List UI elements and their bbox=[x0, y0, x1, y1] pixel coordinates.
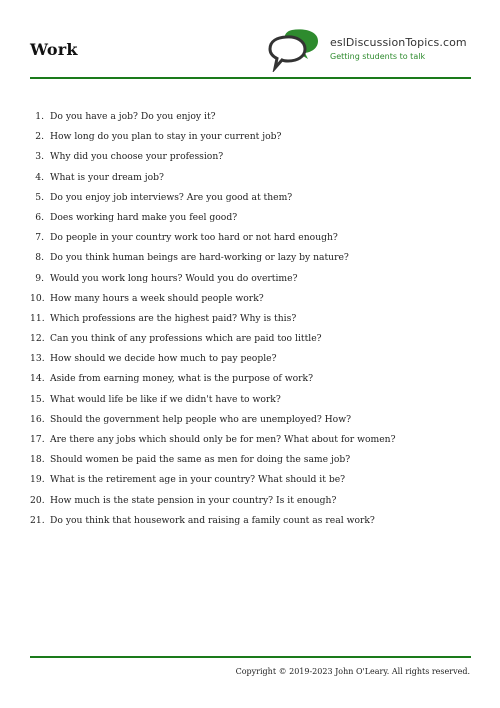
question-text: How many hours a week should people work? bbox=[50, 292, 264, 304]
question-item bbox=[30, 107, 470, 127]
question-number: 21. bbox=[30, 514, 45, 526]
question-item bbox=[30, 289, 470, 309]
question-item bbox=[30, 168, 470, 188]
question-item bbox=[30, 228, 470, 248]
question-text: Can you think of any professions which are paid too little? bbox=[50, 333, 322, 345]
question-item bbox=[30, 450, 470, 470]
page-header bbox=[30, 26, 470, 76]
question-text: What is the retirement age in your country? What should it be? bbox=[50, 474, 346, 486]
question-number: 2. bbox=[35, 131, 44, 143]
question-item bbox=[30, 127, 470, 147]
question-number: 6. bbox=[35, 211, 44, 223]
question-number: 20. bbox=[30, 494, 45, 506]
logo-tagline: Getting students to talk bbox=[330, 52, 426, 61]
question-text: Do you think human beings are hard-working or lazy by nature? bbox=[50, 252, 349, 264]
question-text: Why did you choose your profession? bbox=[50, 151, 224, 163]
question-text: Aside from earning money, what is the purpose of work? bbox=[50, 373, 313, 385]
question-number: 12. bbox=[30, 333, 45, 345]
question-list bbox=[30, 107, 470, 531]
question-item bbox=[30, 329, 470, 349]
question-text: Do you have a job? Do you enjoy it? bbox=[50, 111, 216, 122]
copyright-notice: Copyright © 2019-2023 John O'Leary. All rights reserved. bbox=[235, 667, 470, 676]
question-text: How should we decide how much to pay people? bbox=[50, 353, 277, 365]
question-item bbox=[30, 309, 470, 329]
question-item bbox=[30, 410, 470, 430]
question-number: 5. bbox=[35, 191, 44, 203]
question-item bbox=[30, 470, 470, 490]
question-text: Do you enjoy job interviews? Are you good at them? bbox=[50, 191, 293, 203]
question-number: 10. bbox=[30, 292, 45, 304]
question-text: Would you work long hours? Would you do overtime? bbox=[50, 272, 298, 284]
question-text: What would life be like if we didn't have to work? bbox=[50, 393, 281, 405]
question-number: 1. bbox=[35, 111, 44, 122]
question-number: 11. bbox=[30, 312, 45, 324]
question-number: 8. bbox=[35, 252, 44, 264]
question-number: 17. bbox=[30, 434, 45, 445]
question-number: 4. bbox=[35, 171, 44, 183]
question-text: Should women be paid the same as men for doing the same job? bbox=[50, 454, 351, 466]
question-number: 3. bbox=[35, 151, 44, 163]
question-item bbox=[30, 491, 470, 511]
question-number: 18. bbox=[30, 454, 45, 466]
question-number: 14. bbox=[30, 373, 45, 385]
question-item bbox=[30, 369, 470, 389]
question-text: Do you think that housework and raising a family count as real work? bbox=[50, 514, 375, 526]
question-number: 16. bbox=[30, 413, 45, 425]
site-logo[interactable] bbox=[268, 28, 468, 72]
question-item bbox=[30, 269, 470, 289]
question-item bbox=[30, 349, 470, 369]
question-number: 13. bbox=[30, 353, 45, 365]
question-number: 19. bbox=[30, 474, 45, 486]
question-item bbox=[30, 248, 470, 268]
question-number: 7. bbox=[35, 232, 44, 244]
page-title: Work bbox=[30, 40, 78, 59]
question-item bbox=[30, 430, 470, 450]
question-text: What is your dream job? bbox=[50, 171, 164, 183]
question-text: Which professions are the highest paid? Why is this? bbox=[50, 312, 297, 324]
question-text: Do people in your country work too hard or not hard enough? bbox=[50, 232, 338, 244]
footer-divider bbox=[30, 656, 471, 658]
question-number: 9. bbox=[35, 272, 44, 284]
question-item bbox=[30, 147, 470, 167]
logo-site-name: eslDiscussionTopics.com bbox=[330, 36, 467, 49]
question-number: 15. bbox=[30, 393, 45, 405]
question-text: Does working hard make you feel good? bbox=[50, 211, 238, 223]
question-text: Should the government help people who are unemployed? How? bbox=[50, 413, 351, 425]
question-item bbox=[30, 390, 470, 410]
question-text: How long do you plan to stay in your current job? bbox=[50, 131, 282, 143]
header-divider bbox=[30, 77, 471, 79]
question-item bbox=[30, 511, 470, 531]
question-item bbox=[30, 188, 470, 208]
question-text: How much is the state pension in your country? Is it enough? bbox=[50, 494, 337, 506]
question-text: Are there any jobs which should only be for men? What about for women? bbox=[50, 434, 396, 445]
question-item bbox=[30, 208, 470, 228]
speech-bubbles-icon bbox=[268, 28, 328, 72]
